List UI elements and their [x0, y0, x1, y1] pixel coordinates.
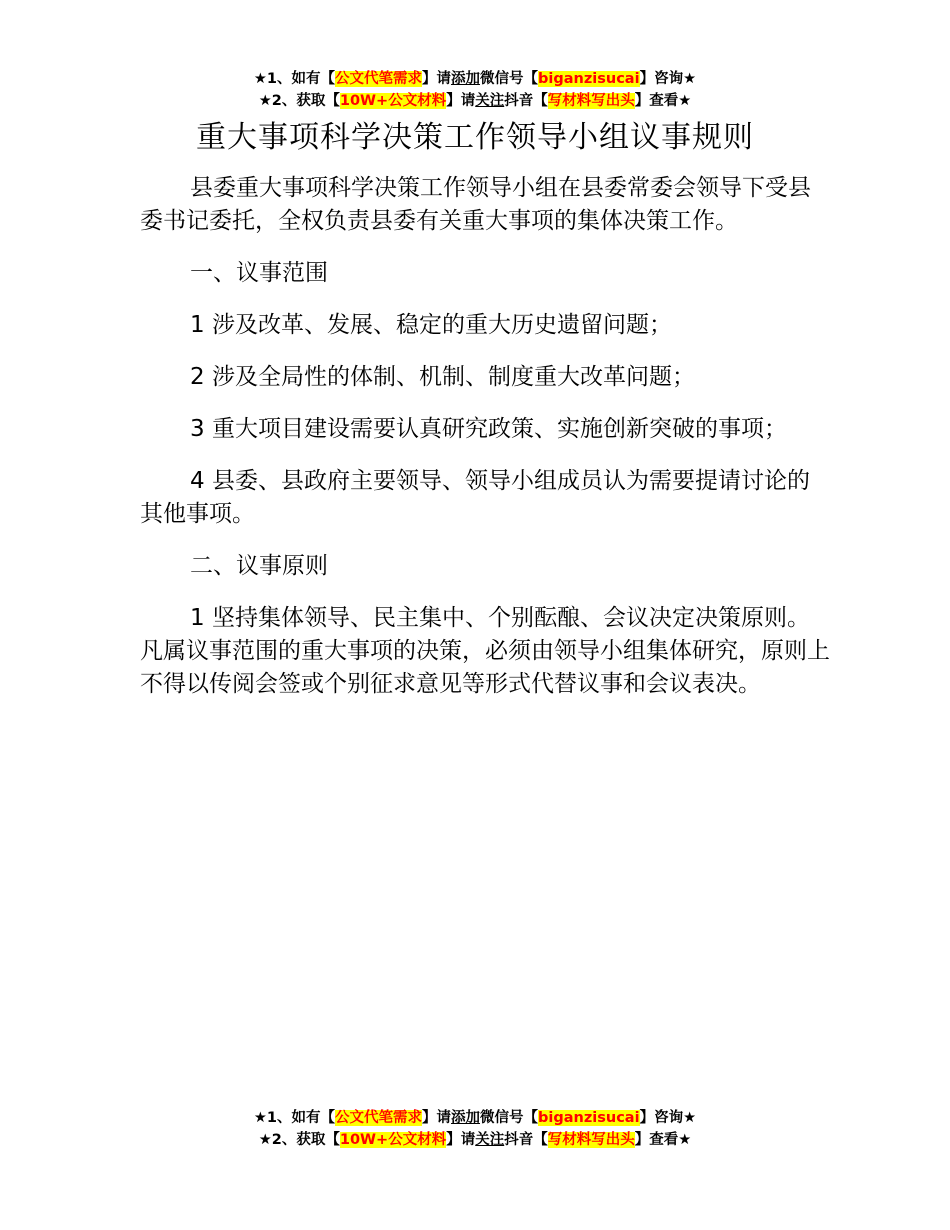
notice-text: 】咨询★ — [639, 71, 697, 87]
notice-line-2 — [0, 1129, 950, 1151]
notice-text: 抖音【 — [504, 1132, 548, 1148]
highlight-service: 公文代笔需求 — [335, 71, 423, 87]
notice-text: 微信号【 — [480, 1110, 539, 1126]
highlight-wechat-id: biganzisucai — [538, 71, 640, 87]
notice-text: 】请 — [446, 93, 476, 109]
highlight-wechat-id: biganzisucai — [538, 1110, 640, 1126]
highlight-materials: 10W+公文材料 — [339, 1132, 447, 1148]
notice-text: ★1、如有【 — [253, 1110, 336, 1126]
document-body — [140, 172, 830, 720]
notice-text: 】请 — [446, 1132, 476, 1148]
scope-item-3: 3 重大项目建设需要认真研究政策、实施创新突破的事项； — [190, 416, 787, 442]
notice-line-2 — [0, 90, 950, 112]
document-title: 重大事项科学决策工作领导小组议事规则 — [196, 120, 754, 155]
intro-paragraph: 县委重大事项科学决策工作领导小组在县委常委会领导下受县委书记委托，全权负责县委有关重大事项的集体决策工作。 — [140, 175, 811, 234]
highlight-service: 公文代笔需求 — [335, 1110, 423, 1126]
section-heading-principles: 二、议事原则 — [190, 553, 328, 579]
notice-text: 】请 — [422, 1110, 452, 1126]
notice-text: ★1、如有【 — [253, 71, 336, 87]
scope-item-1: 1 涉及改革、发展、稳定的重大历史遗留问题； — [190, 312, 672, 338]
notice-text: ★2、获取【 — [258, 1132, 340, 1148]
principle-item-1: 1 坚持集体领导、民主集中、个别酝酿、会议决定决策原则。凡属议事范围的重大事项的决策，必须由领导小组集体研究，原则上不得以传阅会签或个别征求意见等形式代替议事和会议表决。 — [140, 605, 830, 697]
underlined-action: 关注 — [475, 1132, 505, 1148]
notice-text: 微信号【 — [480, 71, 539, 87]
highlight-account: 写材料写出头 — [547, 93, 635, 109]
highlight-account: 写材料写出头 — [547, 1132, 635, 1148]
notice-text: 】查看★ — [634, 1132, 692, 1148]
notice-text: 】咨询★ — [639, 1110, 697, 1126]
scope-item-2: 2 涉及全局性的体制、机制、制度重大改革问题； — [190, 364, 695, 390]
highlight-materials: 10W+公文材料 — [339, 93, 447, 109]
notice-text: 】查看★ — [634, 93, 692, 109]
underlined-action: 添加 — [451, 71, 481, 87]
footer-notice — [0, 1107, 950, 1151]
section-heading-scope: 一、议事范围 — [190, 260, 328, 286]
scope-item-4: 4 县委、县政府主要领导、领导小组成员认为需要提请讨论的其他事项。 — [140, 468, 810, 527]
notice-text: 】请 — [422, 71, 452, 87]
underlined-action: 关注 — [475, 93, 505, 109]
notice-line-1 — [0, 1107, 950, 1129]
underlined-action: 添加 — [451, 1110, 481, 1126]
notice-text: 抖音【 — [504, 93, 548, 109]
header-notice — [0, 68, 950, 112]
notice-line-1 — [0, 68, 950, 90]
notice-text: ★2、获取【 — [258, 93, 340, 109]
